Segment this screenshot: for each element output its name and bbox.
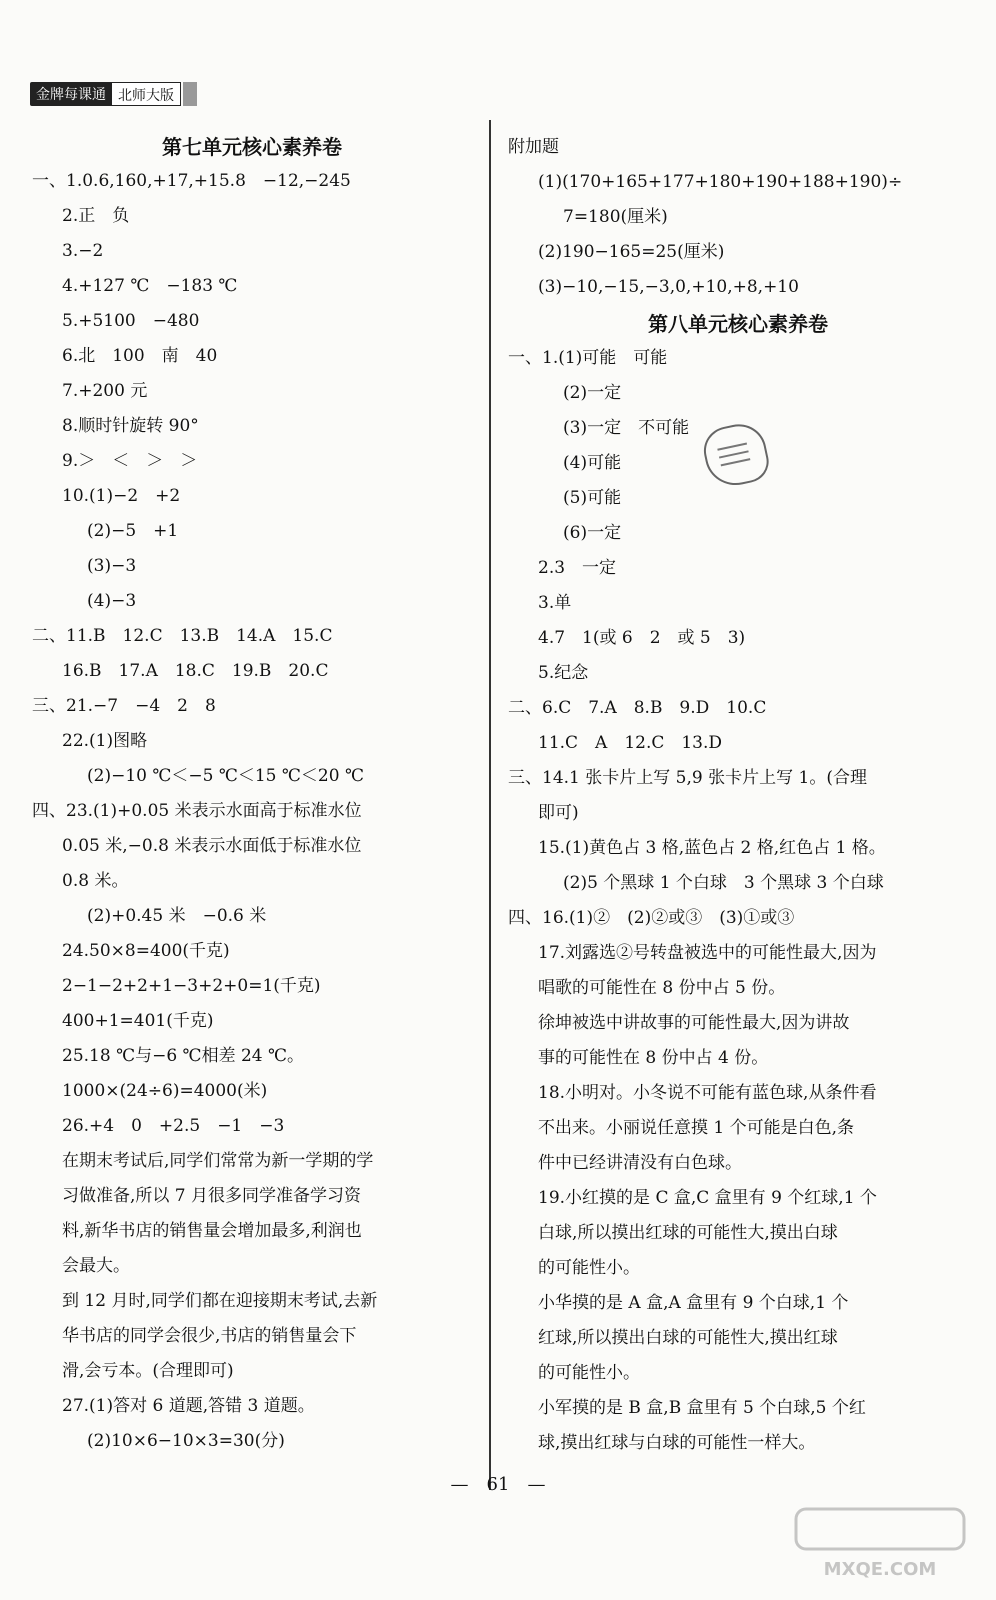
right-column [508,130,968,1461]
answer-line: 27.(1)答对 6 道题,答错 3 道题。 [62,1396,315,1416]
unit7-title: 第七单元核心素养卷 [162,135,342,159]
answer-line: 件中已经讲清没有白色球。 [538,1153,742,1173]
answer-line: 唱歌的可能性在 8 份中占 5 份。 [538,978,786,998]
answer-line: (6)一定 [563,523,622,543]
answer-line: 的可能性小。 [538,1363,640,1383]
answer-line: (1)(170+165+177+180+190+188+190)÷ [538,172,903,192]
answer-line: (2)190−165=25(厘米) [538,242,725,262]
answer-line: 6.北 100 南 40 [62,346,218,366]
answer-line: 在期末考试后,同学们常常为新一学期的学 [62,1151,374,1171]
answer-line: 11.C A 12.C 13.D [538,733,723,753]
answer-line: 22.(1)图略 [62,731,148,751]
header-badge [30,82,197,106]
answer-line: 小华摸的是 A 盒,A 盒里有 9 个白球,1 个 [538,1293,849,1313]
column-divider [489,120,491,1490]
watermark-text: MXQE.COM [823,1559,937,1580]
page-number: — 61 — [450,1474,546,1495]
answer-line: 料,新华书店的销售量会增加最多,利润也 [62,1221,362,1241]
answer-line: 400+1=401(千克) [62,1011,214,1031]
answer-line: 25.18 ℃与−6 ℃相差 24 ℃。 [62,1046,305,1066]
answer-line: 二、6.C 7.A 8.B 9.D 10.C [508,698,767,718]
answer-line: 2−1−2+2+1−3+2+0=1(千克) [62,976,321,996]
answer-line: 红球,所以摸出白球的可能性大,摸出红球 [538,1328,838,1348]
answer-line: 到 12 月时,同学们都在迎接期末考试,去新 [62,1291,378,1311]
answer-line: 17.刘露选②号转盘被选中的可能性最大,因为 [538,943,877,963]
answer-line: (2)−5 +1 [87,521,179,541]
answer-line: (2)+0.45 米 −0.6 米 [87,906,267,926]
unit8-title: 第八单元核心素养卷 [648,312,828,336]
left-column [32,130,472,1459]
extra-answers [508,165,968,305]
answer-line: 滑,会亏本。(合理即可) [62,1361,234,1381]
answer-line: 四、16.(1)② (2)②或③ (3)①或③ [508,908,795,928]
answer-line: (3)−10,−15,−3,0,+10,+8,+10 [538,277,799,297]
answer-line: (2)−10 ℃＜−5 ℃＜15 ℃＜20 ℃ [87,766,364,786]
answer-line: 4.+127 ℃ −183 ℃ [62,276,238,296]
answer-line: 7=180(厘米) [563,207,668,227]
answer-line: 小军摸的是 B 盒,B 盒里有 5 个白球,5 个红 [538,1398,866,1418]
answer-line: 2.3 一定 [538,558,617,578]
answer-line: (2)10×6−10×3=30(分) [87,1431,285,1451]
answer-line: 18.小明对。小冬说不可能有蓝色球,从条件看 [538,1083,877,1103]
badge-decoration [183,82,197,106]
unit7-answers [32,164,472,1459]
answer-line: 一、1.0.6,160,+17,+15.8 −12,−245 [32,171,351,191]
answer-line: 1000×(24÷6)=4000(米) [62,1081,268,1101]
brand-label: 金牌每课通 [30,82,112,106]
answer-line: 0.05 米,−0.8 米表示水面低于标准水位 [62,836,362,856]
answer-line: (5)可能 [563,488,622,508]
answer-line: (3)一定 不可能 [563,418,690,438]
answer-line: 15.(1)黄色占 3 格,蓝色占 2 格,红色占 1 格。 [538,838,886,858]
edition-label: 北师大版 [112,82,181,106]
answer-line: 16.B 17.A 18.C 19.B 20.C [62,661,329,681]
answer-line: (4)可能 [563,453,622,473]
answer-line: 二、11.B 12.C 13.B 14.A 15.C [32,626,333,646]
answer-line: (2)5 个黑球 1 个白球 3 个黑球 3 个白球 [563,873,884,893]
watermark-logo [790,1503,970,1583]
answer-line: 5.+5100 −480 [62,311,200,331]
answer-line: 3.−2 [62,241,104,261]
answer-line: 9.＞ ＜ ＞ ＞ [62,451,198,471]
answer-line: 事的可能性在 8 份中占 4 份。 [538,1048,769,1068]
answer-line: 三、14.1 张卡片上写 5,9 张卡片上写 1。(合理 [508,768,867,788]
answer-line: 4.7 1(或 6 2 或 5 3) [538,628,746,648]
answer-line: 26.+4 0 +2.5 −1 −3 [62,1116,285,1136]
answer-line: 一、1.(1)可能 可能 [508,348,668,368]
answer-line: 华书店的同学会很少,书店的销售量会下 [62,1326,357,1346]
answer-line: 即可) [538,803,579,823]
answer-line: 5.纪念 [538,663,589,683]
answer-line: 白球,所以摸出红球的可能性大,摸出白球 [538,1223,838,1243]
answer-line: 10.(1)−2 +2 [62,486,181,506]
answer-line: 24.50×8=400(千克) [62,941,230,961]
answer-line: 三、21.−7 −4 2 8 [32,696,216,716]
answer-line: (4)−3 [87,591,137,611]
unit8-answers [508,341,968,1461]
answer-line: 8.顺时针旋转 90° [62,416,199,436]
answer-line: 2.正 负 [62,206,130,226]
answer-line: 3.单 [538,593,572,613]
answer-line: 四、23.(1)+0.05 米表示水面高于标准水位 [32,801,362,821]
answer-line: 的可能性小。 [538,1258,640,1278]
answer-line: 徐坤被选中讲故事的可能性最大,因为讲故 [538,1013,850,1033]
answer-line: (2)一定 [563,383,622,403]
answer-line: 不出来。小丽说任意摸 1 个可能是白色,条 [538,1118,855,1138]
answer-line: 球,摸出红球与白球的可能性一样大。 [538,1433,816,1453]
answer-line: 7.+200 元 [62,381,148,401]
answer-line: 0.8 米。 [62,871,129,891]
answer-line: 习做准备,所以 7 月很多同学准备学习资 [62,1186,362,1206]
answer-line: 19.小红摸的是 C 盒,C 盒里有 9 个红球,1 个 [538,1188,877,1208]
answer-line: 会最大。 [62,1256,130,1276]
extra-title: 附加题 [508,137,559,157]
answer-line: (3)−3 [87,556,137,576]
